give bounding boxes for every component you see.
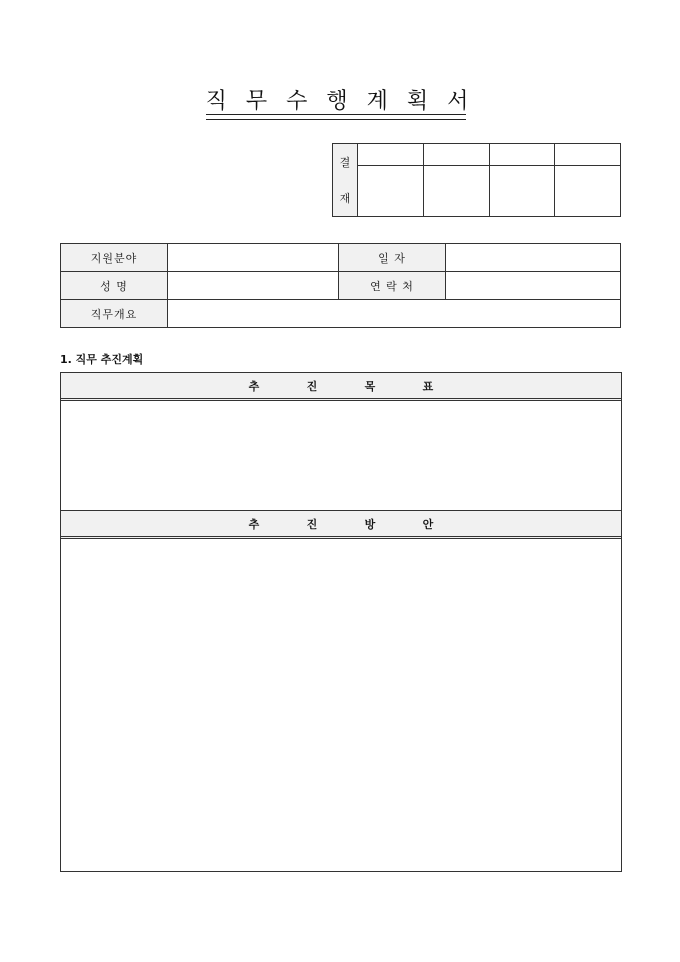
goal-header (61, 373, 621, 401)
method-header-char: 안 (422, 517, 434, 531)
approval-head-cell (489, 144, 555, 166)
approval-sign-cell[interactable] (555, 166, 621, 217)
goal-header-char: 표 (422, 379, 434, 393)
approval-sign-cell[interactable] (358, 166, 424, 217)
goal-body[interactable] (61, 401, 621, 511)
field-value[interactable] (168, 244, 339, 272)
method-header-char: 추 (248, 517, 260, 531)
page-title: 직 무 수 행 계 획 서 (205, 89, 475, 114)
approval-label-top: 결 (339, 156, 351, 169)
goal-header-char: 목 (364, 379, 376, 393)
section-heading: 1. 직무 추진계획 (60, 353, 144, 366)
contact-value[interactable] (446, 272, 621, 300)
contact-label: 연 락 처 (339, 272, 446, 300)
date-value[interactable] (446, 244, 621, 272)
approval-label (333, 144, 358, 217)
summary-label: 직무개요 (61, 300, 168, 328)
approval-label-bottom: 재 (339, 192, 351, 205)
name-value[interactable] (168, 272, 339, 300)
approval-box (332, 143, 621, 217)
method-body[interactable] (61, 539, 621, 872)
method-header-char: 진 (306, 517, 318, 531)
approval-sign-cell[interactable] (423, 166, 489, 217)
field-label: 지원분야 (61, 244, 168, 272)
method-header-char: 방 (364, 517, 376, 531)
goal-header-char: 추 (248, 379, 260, 393)
approval-head-cell (358, 144, 424, 166)
goal-header-char: 진 (306, 379, 318, 393)
summary-value[interactable] (168, 300, 621, 328)
name-label: 성 명 (61, 272, 168, 300)
approval-sign-cell[interactable] (489, 166, 555, 217)
approval-head-cell (555, 144, 621, 166)
date-label: 일 자 (339, 244, 446, 272)
approval-head-cell (423, 144, 489, 166)
method-header (61, 511, 621, 539)
title-underline (206, 114, 466, 120)
info-table (60, 243, 621, 328)
plan-table (60, 372, 622, 872)
